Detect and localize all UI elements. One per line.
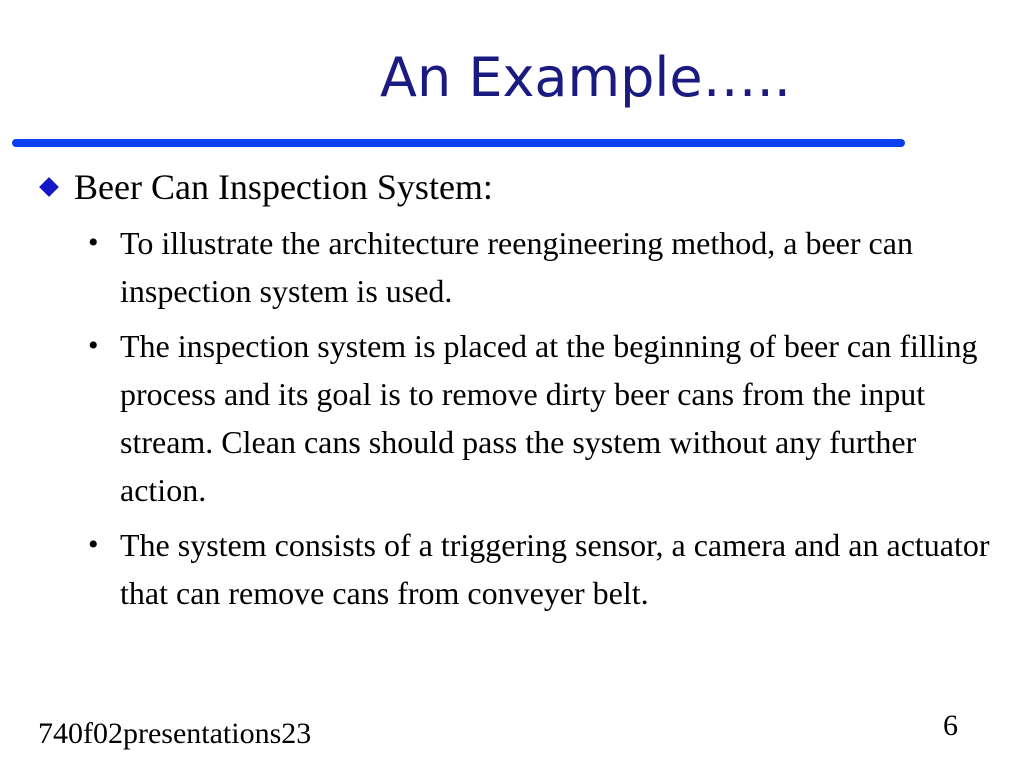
list-item [40, 322, 990, 514]
slide-title: An Example….. [380, 46, 791, 109]
list-item-text: The inspection system is placed at the beginning of beer can filling process and its goal is to remove dirty beer cans from the input stream. Clean cans should pass the system without any further action. [120, 328, 978, 508]
title-divider [12, 139, 905, 147]
page-number: 6 [943, 709, 958, 742]
sub-bullet-list [40, 219, 990, 617]
list-item-text: To illustrate the architecture reengineering method, a beer can inspection system is used. [120, 225, 913, 309]
list-item-text: The system consists of a triggering sensor, a camera and an actuator that can remove cans from conveyer belt. [120, 527, 990, 611]
bullet-dot-icon: • [88, 329, 99, 362]
diamond-icon [39, 177, 59, 197]
list-item [40, 219, 990, 315]
bullet-dot-icon: • [88, 226, 99, 259]
list-item [40, 521, 990, 617]
heading-bullet [40, 163, 990, 211]
slide-footer: 740f02presentations23 [38, 717, 312, 750]
slide-content [40, 163, 990, 624]
bullet-dot-icon: • [88, 528, 99, 561]
heading-bullet-text: Beer Can Inspection System: [74, 167, 493, 207]
